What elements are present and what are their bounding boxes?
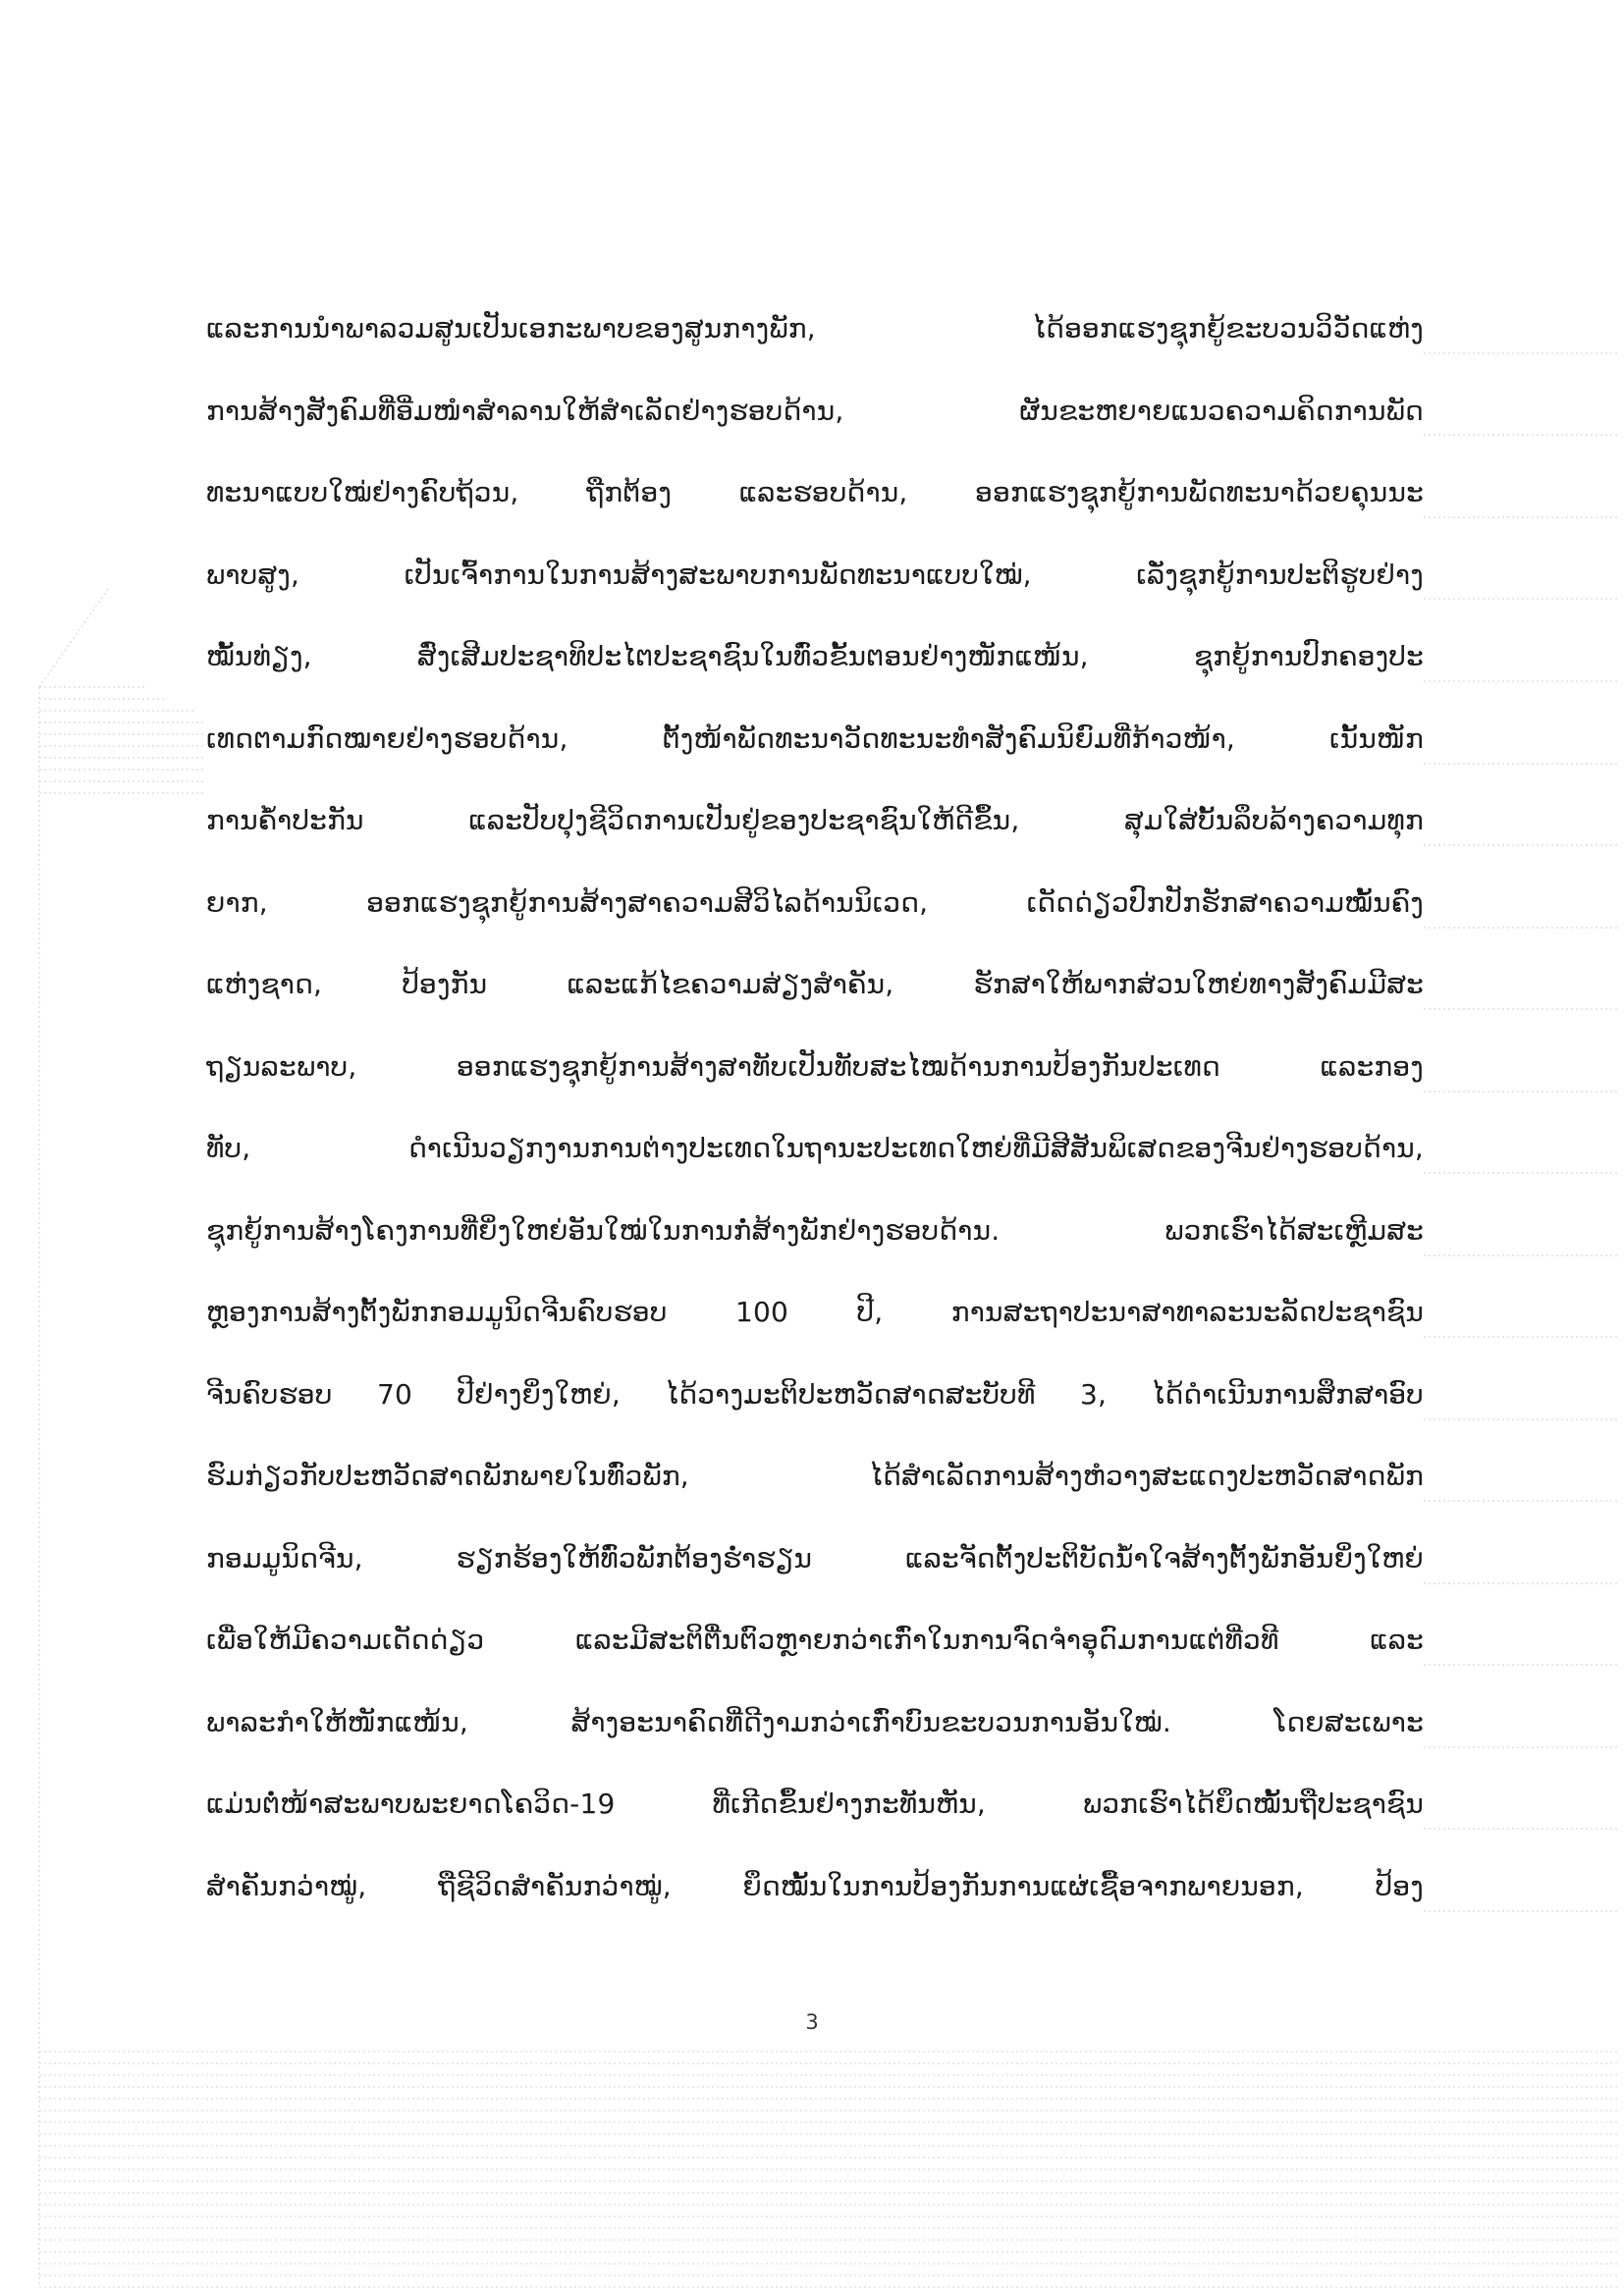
text-line: ຊຸກຍູ້ການສ້າງໂຄງການທີ່ຍິ່ງໃຫຍ່ອັນໃໝ່ໃນການກໍ່ສ້າງພັກຢ່າງຮອບດ້ານ. ພວກເຮົາໄດ້ສະເຫຼີມສະ	[206, 1213, 1424, 1247]
text-line: ສຳຄັນກວ່າໝູ່, ຖືຊີວິດສຳຄັນກວ່າໝູ່, ຍຶດໝັ້ນໃນການປ້ອງກັນການແຜ່ເຊື້ອຈາກພາຍນອກ, ປ້ອງ	[206, 1869, 1424, 1902]
text-line: ຫຼອງການສ້າງຕັ້ງພັກກອມມູນິດຈີນຄົບຮອບ 100 ປີ, ການສະຖາປະນາສາທາລະນະລັດປະຊາຊົນ	[206, 1296, 1424, 1328]
text-line: ພາບສູງ, ເປັນເຈົ້າການໃນການສ້າງສະພາບການພັດທະນາແບບໃໝ່, ເລັ່ງຊຸກຍູ້ການປະຕິຮູບຢ່າງ	[206, 558, 1424, 591]
text-line: ກອມມູນິດຈີນ, ຮຽກຮ້ອງໃຫ້ທົ່ວພັກຕ້ອງຮ່ຳຮຽນ ແລະຈັດຕັ້ງປະຕິບັດນ້ຳໃຈສ້າງຕັ້ງພັກອັນຍິ່ງໃຫຍ່	[206, 1541, 1424, 1575]
text-line: ທະນາແບບໃໝ່ຢ່າງຄົບຖ້ວນ, ຖືກຕ້ອງ ແລະຮອບດ້ານ, ອອກແຮງຊຸກຍູ້ການພັດທະນາດ້ວຍຄຸນນະ	[206, 476, 1424, 508]
text-line: ພາລະກຳໃຫ້ໜັກແໜ້ນ, ສ້າງອະນາຄົດທີ່ດີງາມກວ່າເກົ່າບົນຂະບວນການອັນໃໝ່. ໂດຍສະເພາະ	[206, 1705, 1424, 1738]
text-line: ການຄ້ຳປະກັນ ແລະປັບປຸງຊີວິດການເປັນຢູ່ຂອງປະຊາຊົນໃຫ້ດີຂຶ້ນ, ສຸມໃສ່ບັ້ນລຶບລ້າງຄວາມທຸກ	[206, 804, 1424, 836]
text-line: ໝັ້ນທ່ຽງ, ສົ່ງເສີມປະຊາທິປະໄຕປະຊາຊົນໃນທົ່ວຂັ້ນຕອນຢ່າງໜັກແໜ້ນ, ຊຸກຍູ້ການປົກຄອງປະ	[206, 640, 1424, 672]
text-line: ແລະການນຳພາລວມສູນເປັນເອກະພາບຂອງສູນກາງພັກ, ໄດ້ອອກແຮງຊຸກຍູ້ຂະບວນວິວັດແຫ່ງ	[206, 312, 1424, 345]
text-line: ຈີນຄົບຮອບ 70 ປີຢ່າງຍິ່ງໃຫຍ່, ໄດ້ວາງມະຕິປະຫວັດສາດສະບັບທີ 3, ໄດ້ດຳເນີນການສຶກສາອົບ	[206, 1377, 1424, 1411]
text-line: ຖຽນລະພາບ, ອອກແຮງຊຸກຍູ້ການສ້າງສາທັບເປັນທັບສະໄໝດ້ານການປ້ອງກັນປະເທດ ແລະກອງ	[206, 1049, 1424, 1083]
text-line: ທັບ, ດຳເນີນວຽກງານການຕ່າງປະເທດໃນຖານະປະເທດໃຫຍ່ທີ່ມີສີສັນພິເສດຂອງຈີນຢ່າງຮອບດ້ານ,	[206, 1132, 1424, 1164]
text-line: ຍາກ, ອອກແຮງຊຸກຍູ້ການສ້າງສາຄວາມສີວິໄລດ້ານນິເວດ, ເດັດດ່ຽວປົກປັກຮັກສາຄວາມໝັ້ນຄົງ	[206, 885, 1424, 919]
body-text	[206, 299, 1424, 1939]
text-line: ແຫ່ງຊາດ, ປ້ອງກັນ ແລະແກ້ໄຂຄວາມສ່ຽງສຳຄັນ, ຮັກສາໃຫ້ພາກສ່ວນໃຫຍ່ທາງສັງຄົມມີສະ	[206, 968, 1424, 1000]
text-line: ເທດຕາມກົດໝາຍຢ່າງຮອບດ້ານ, ຕັ້ງໜ້າພັດທະນາວັດທະນະທຳສັງຄົມນິຍົມທີ່ກ້າວໜ້າ, ເນັ້ນໜັກ	[206, 721, 1424, 755]
page-number: 3	[805, 2010, 819, 2034]
text-line: ຮົມກ່ຽວກັບປະຫວັດສາດພັກພາຍໃນທົ່ວພັກ, ໄດ້ສຳເລັດການສ້າງຫໍວາງສະແດງປະຫວັດສາດພັກ	[206, 1460, 1424, 1492]
text-line: ແມ່ນຕໍ່ໜ້າສະພາບພະຍາດໂຄວິດ-19 ທີ່ເກີດຂຶ້ນຢ່າງກະທັນຫັນ, ພວກເຮົາໄດ້ຍຶດໝັ້ນຖືປະຊາຊົນ	[206, 1788, 1424, 1820]
text-line: ເພື່ອໃຫ້ມີຄວາມເດັດດ່ຽວ ແລະມີສະຕິຕື່ນຕົວຫຼາຍກວ່າເກົ່າໃນການຈົດຈຳອຸດົມການແຕ່ທີ່ວທີ ແລະ	[206, 1624, 1424, 1656]
text-line: ການສ້າງສັງຄົມທີ່ອີ່ມໜຳສຳລານໃຫ້ສຳເລັດຢ່າງຮອບດ້ານ, ຜັນຂະຫຍາຍແນວຄວາມຄິດການພັດ	[206, 394, 1424, 427]
